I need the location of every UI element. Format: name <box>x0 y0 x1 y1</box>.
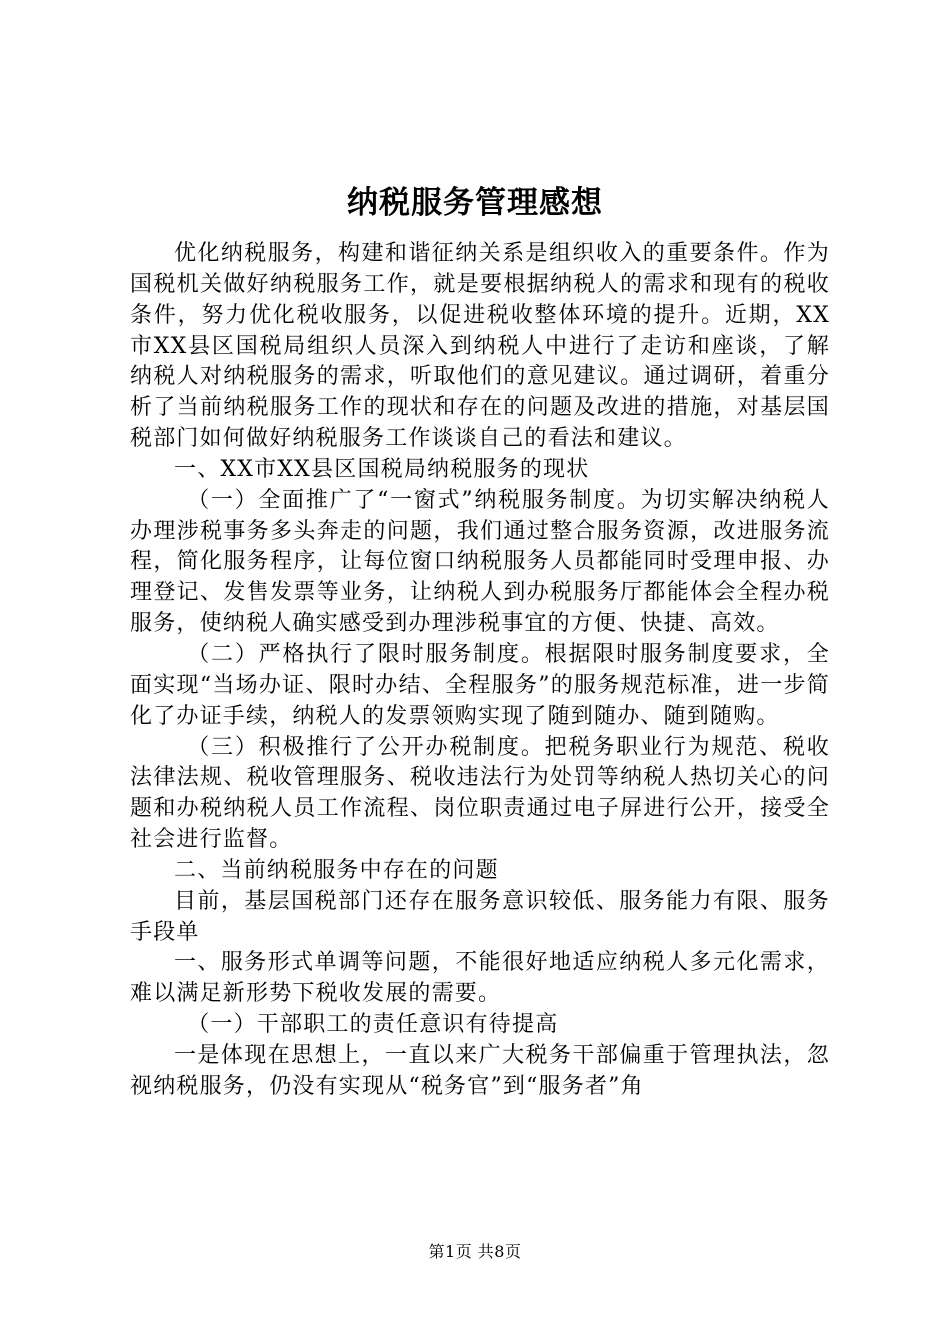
paragraph-intro: 优化纳税服务，构建和谐征纳关系是组织收入的重要条件。作为国税机关做好纳税服务工作，就是要根据纳税人的需求和现有的税收条件，努力优化税收服务，以促进税收整体环境的提升。近期，XX市XX县区国税局组织人员深入到纳税人中进行了走访和座谈，了解纳税人对纳税服务的需求，听取他们的意见建议。通过调研，着重分析了当前纳税服务工作的现状和存在的问题及改进的措施，对基层国税部门如何做好纳税服务工作谈谈自己的看法和建议。 <box>130 241 830 452</box>
paragraph-current-issues: 目前，基层国税部门还存在服务意识较低、服务能力有限、服务手段单 <box>130 888 830 945</box>
document-body <box>130 239 830 1103</box>
paragraph-open-tax-system: （三）积极推行了公开办税制度。把税务职业行为规范、税收法律法规、税收管理服务、税收违法行为处罚等纳税人热切关心的问题和办税纳税人员工作流程、岗位职责通过电子屏进行公开，接受全社会进行监督。 <box>130 734 830 853</box>
paragraph-one-window-service: （一）全面推广了“一窗式”纳税服务制度。为切实解决纳税人办理涉税事务多头奔走的问题，我们通过整合服务资源，改进服务流程，简化服务程序，让每位窗口纳税服务人员都能同时受理申报、办理登记、发售发票等业务，让纳税人到办税服务厅都能体会全程办税服务，使纳税人确实感受到办理涉税事宜的方便、快捷、高效。 <box>130 487 830 637</box>
page-number-footer: 第1页 共8页 <box>428 1242 522 1261</box>
paragraph-time-limit-service: （二）严格执行了限时服务制度。根据限时服务制度要求，全面实现“当场办证、限时办结、全程服务”的服务规范标准，进一步简化了办证手续，纳税人的发票领购实现了随到随办、随到随购。 <box>130 641 830 729</box>
section-heading-2: 二、当前纳税服务中存在的问题 <box>174 857 499 883</box>
paragraph-service-form: 一、服务形式单调等问题，不能很好地适应纳税人多元化需求，难以满足新形势下税收发展的需要。 <box>130 950 830 1007</box>
section-heading-1: 一、XX市XX县区国税局纳税服务的现状 <box>174 456 590 482</box>
document-title: 纳税服务管理感想 <box>347 185 603 221</box>
paragraph-thinking: 一是体现在思想上，一直以来广大税务干部偏重于管理执法，忽视纳税服务，仍没有实现从“税务官”到“服务者”角 <box>130 1042 830 1099</box>
subheading-responsibility: （一）干部职工的责任意识有待提高 <box>187 1012 559 1038</box>
